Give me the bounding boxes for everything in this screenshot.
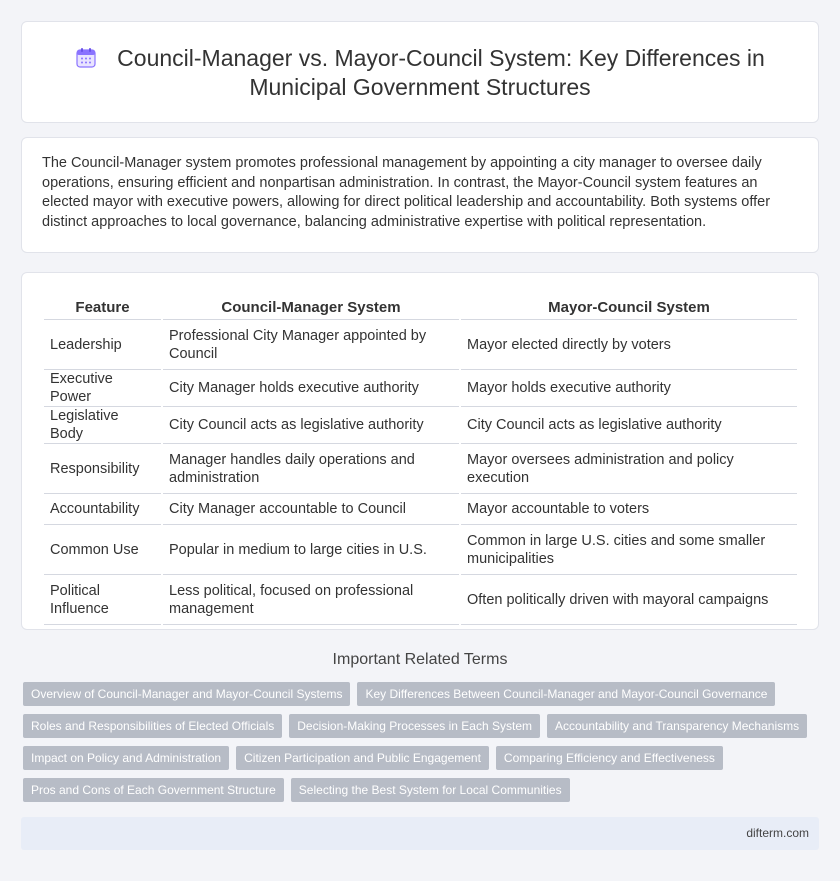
related-term-link[interactable]: Impact on Policy and Administration [23, 746, 229, 770]
row-feature: Accountability [44, 494, 161, 525]
row-council-manager: City Manager accountable to Council [163, 494, 459, 525]
table-row [44, 575, 797, 625]
row-mayor-council: Mayor elected directly by voters [461, 320, 797, 370]
related-term-link[interactable]: Decision-Making Processes in Each System [289, 714, 540, 738]
related-term-link[interactable]: Comparing Efficiency and Effectiveness [496, 746, 723, 770]
row-council-manager: Less political, focused on professional management [163, 575, 459, 625]
row-council-manager: City Manager holds executive authority [163, 370, 459, 407]
table-row [44, 370, 797, 407]
tag-row [23, 682, 823, 706]
footer-site[interactable]: difterm.com [746, 826, 809, 840]
related-term-link[interactable]: Pros and Cons of Each Government Structure [23, 778, 284, 802]
tag-row [23, 746, 823, 770]
header-council-manager: Council-Manager System [163, 296, 459, 320]
row-council-manager: City Council acts as legislative authority [163, 407, 459, 444]
title-wrap [52, 44, 788, 102]
row-mayor-council: Mayor holds executive authority [461, 370, 797, 407]
tag-row [23, 778, 823, 802]
row-feature: Executive Power [44, 370, 161, 407]
footer [21, 817, 819, 850]
tag-row [23, 714, 823, 738]
row-council-manager: Professional City Manager appointed by Council [163, 320, 459, 370]
title-card [21, 21, 819, 123]
table-row [44, 525, 797, 575]
page-title: Council-Manager vs. Mayor-Council System: Key Differences in Municipal Government Structures [117, 45, 765, 100]
table-row [44, 320, 797, 370]
related-term-link[interactable]: Key Differences Between Council-Manager and Mayor-Council Governance [357, 682, 775, 706]
row-council-manager: Manager handles daily operations and administration [163, 444, 459, 494]
related-term-link[interactable]: Roles and Responsibilities of Elected Officials [23, 714, 282, 738]
related-terms-heading: Important Related Terms [332, 651, 508, 668]
header-feature: Feature [44, 296, 161, 320]
header-mayor-council: Mayor-Council System [461, 296, 797, 320]
row-mayor-council: Mayor accountable to voters [461, 494, 797, 525]
table-row [44, 444, 797, 494]
intro-paragraph: The Council-Manager system promotes professional management by appointing a city manager to oversee daily operations, ensuring efficient and nonpartisan administration. In contrast, the Mayor-Council system features an elected mayor with executive powers, allowing for direct political leadership and accountability. Both systems offer distinct approaches to local governance, balancing administrative expertise with political representation. [42, 155, 771, 230]
row-mayor-council: Mayor oversees administration and policy execution [461, 444, 797, 494]
row-feature: Political Influence [44, 575, 161, 625]
calendar-icon [75, 47, 97, 69]
table-header-row [44, 296, 797, 320]
related-terms-list [23, 682, 823, 810]
related-term-link[interactable]: Citizen Participation and Public Engagement [236, 746, 489, 770]
related-term-link[interactable]: Accountability and Transparency Mechanisms [547, 714, 807, 738]
row-feature: Legislative Body [44, 407, 161, 444]
related-term-link[interactable]: Selecting the Best System for Local Communities [291, 778, 570, 802]
comparison-card [21, 272, 819, 630]
row-mayor-council: Common in large U.S. cities and some smaller municipalities [461, 525, 797, 575]
row-feature: Leadership [44, 320, 161, 370]
row-feature: Responsibility [44, 444, 161, 494]
comparison-table [42, 296, 799, 625]
table-row [44, 407, 797, 444]
row-feature: Common Use [44, 525, 161, 575]
related-term-link[interactable]: Overview of Council-Manager and Mayor-Council Systems [23, 682, 350, 706]
row-mayor-council: Often politically driven with mayoral campaigns [461, 575, 797, 625]
intro-card [21, 137, 819, 253]
row-mayor-council: City Council acts as legislative authority [461, 407, 797, 444]
row-council-manager: Popular in medium to large cities in U.S. [163, 525, 459, 575]
table-row [44, 494, 797, 525]
